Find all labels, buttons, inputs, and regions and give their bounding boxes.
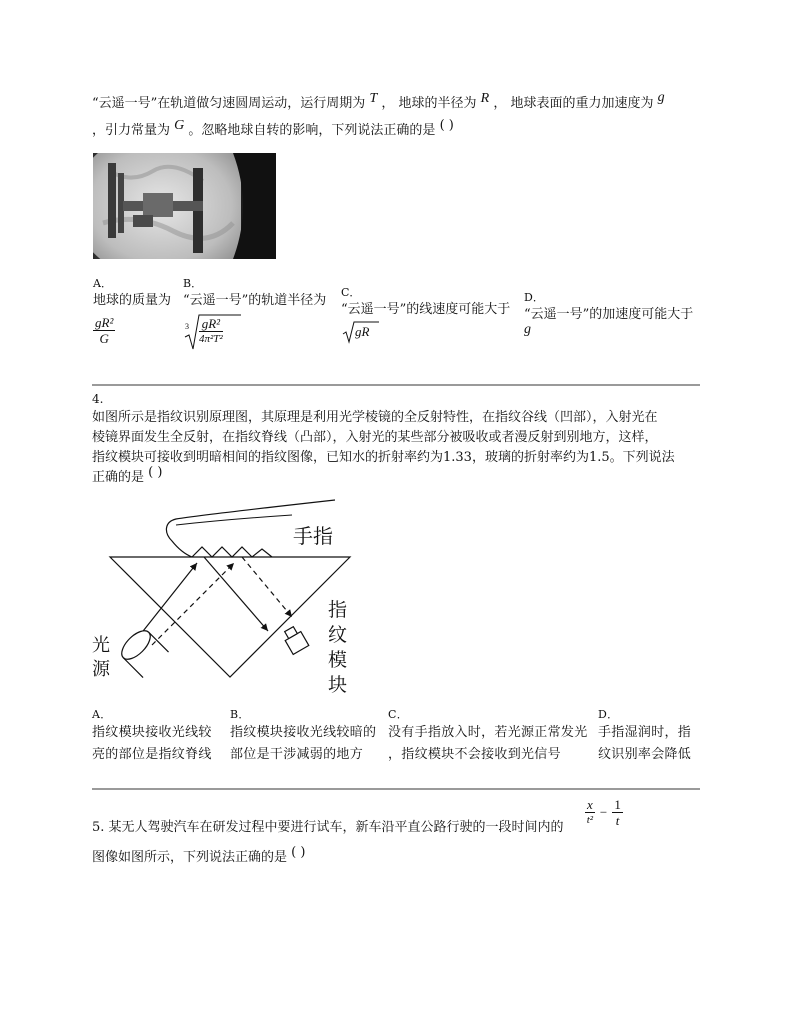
numerator: x [587, 797, 593, 812]
q3-stem-line1 [92, 90, 665, 114]
q4-number: 4. [92, 392, 104, 406]
denominator: t [615, 813, 620, 828]
q4-option-a[interactable] [92, 708, 212, 766]
q3-text: ，引力常量为 [92, 123, 171, 138]
option-text: 手指湿润时，指 [598, 725, 692, 740]
denominator: G [99, 331, 109, 346]
label-char: 块 [328, 674, 348, 696]
option-text: “云遥一号”的加速度可能大于 [524, 307, 694, 322]
option-letter: A． [92, 708, 112, 721]
q3-text: ， 地球的半径为 [381, 96, 477, 111]
label-char: 光 [92, 635, 110, 656]
option-text: 没有手指放入时，若光源正常发光 [388, 725, 588, 740]
math-fraction-1-t [612, 797, 623, 828]
option-text: 指纹模块接收光线较暗的 [230, 725, 377, 740]
math-fraction [93, 315, 115, 346]
label-char: 纹 [328, 624, 348, 646]
light-source [117, 626, 169, 678]
q4-stem-line4 [92, 465, 163, 488]
numerator: 1 [614, 797, 621, 812]
answer-paren: ( ) [439, 118, 454, 133]
light-source-label [92, 634, 110, 682]
q5-stem-line1: 5. 某无人驾驶汽车在研发过程中要进行试车，新车沿平直公路行驶的一段时间内的 [92, 820, 564, 835]
satellite-photo [93, 153, 276, 259]
q3-option-c[interactable] [341, 286, 510, 344]
option-text: 纹识别率会降低 [598, 747, 692, 762]
q4-option-d[interactable] [598, 708, 691, 766]
prism [110, 557, 350, 677]
q4-stem-line1: 如图所示是指纹识别原理图，其原理是利用光学棱镜的全反射特性，在指纹谷线（凹部），入射光在 [92, 410, 658, 425]
label-char: 源 [92, 659, 110, 680]
option-letter: B． [183, 277, 203, 290]
denominator: 4π²T² [199, 333, 223, 345]
scattered-ray-out [242, 557, 292, 617]
option-text: 地球的质量为 [93, 293, 172, 308]
option-letter: D． [524, 291, 544, 304]
answer-paren: ( ) [148, 465, 163, 480]
option-letter: C． [341, 286, 361, 299]
module-label [328, 598, 347, 698]
q3-option-a[interactable] [93, 277, 171, 346]
answer-paren: ( ) [291, 845, 306, 860]
option-text: 亮的部位是指纹脊线 [92, 747, 212, 762]
math-fraction [199, 316, 223, 347]
q3-option-d[interactable] [524, 291, 693, 337]
q4-text: 正确的是 [92, 470, 145, 485]
var-G: G [174, 118, 185, 133]
q3-text: “云遥一号”在轨道做匀速圆周运动，运行周期为 [92, 96, 366, 111]
option-letter: A． [93, 277, 112, 290]
q5-text: 图像如图所示，下列说法正确的是 [92, 850, 288, 865]
minus-sign: − [599, 804, 608, 820]
option-text: “云遥一号”的轨道半径为 [183, 293, 327, 308]
option-text: 部位是干涉减弱的地方 [230, 747, 364, 762]
q3-stem-line2 [92, 118, 454, 141]
option-text: 指纹模块接收光线较 [92, 725, 212, 740]
numerator: gR² [199, 316, 223, 332]
var-R: R [480, 91, 490, 106]
math-cube-root [183, 313, 326, 353]
q4-stem-line2: 棱镜界面发生全反射，在指纹脊线（凸部），入射光的某些部分被吸收或者漫反射到别地方，这样， [92, 430, 658, 445]
q3-text: ， 地球表面的重力加速度为 [493, 96, 654, 111]
var-g: g [657, 90, 665, 105]
q5-stem-line2 [92, 845, 306, 868]
denominator: t² [586, 814, 594, 826]
label-char: 模 [328, 649, 348, 671]
option-letter: B． [230, 708, 250, 721]
option-text: “云遥一号”的线速度可能大于 [341, 302, 511, 317]
q5-math-expression [585, 797, 623, 828]
math-g: g [524, 322, 531, 337]
math-sqrt [341, 320, 510, 344]
q4-stem-line3: 指纹模块可接收到明暗相间的指纹图像，已知水的折射率约为1.33，玻璃的折射率约为1.5。下列说法 [92, 450, 675, 465]
math-fraction-x-t2 [585, 797, 595, 828]
numerator: gR² [95, 315, 114, 330]
fingerprint-module [281, 625, 309, 655]
label-char: 指 [328, 599, 348, 621]
q3-option-b[interactable] [183, 277, 326, 353]
reflected-ray [204, 557, 268, 631]
option-letter: D． [598, 708, 619, 721]
var-T: T [369, 91, 378, 106]
q3-text: 。忽略地球自转的影响，下列说法正确的是 [188, 123, 436, 138]
finger-label: 手指 [293, 524, 333, 548]
q4-option-b[interactable] [230, 708, 376, 766]
divider [92, 384, 700, 386]
radicand: gR [355, 324, 370, 339]
q4-option-c[interactable] [388, 708, 588, 766]
divider [92, 788, 700, 790]
option-text: ，指纹模块不会接收到光信号 [388, 747, 561, 762]
root-index: 3 [185, 322, 189, 331]
option-letter: C． [388, 708, 409, 721]
fingerprint-ridges [192, 547, 272, 557]
